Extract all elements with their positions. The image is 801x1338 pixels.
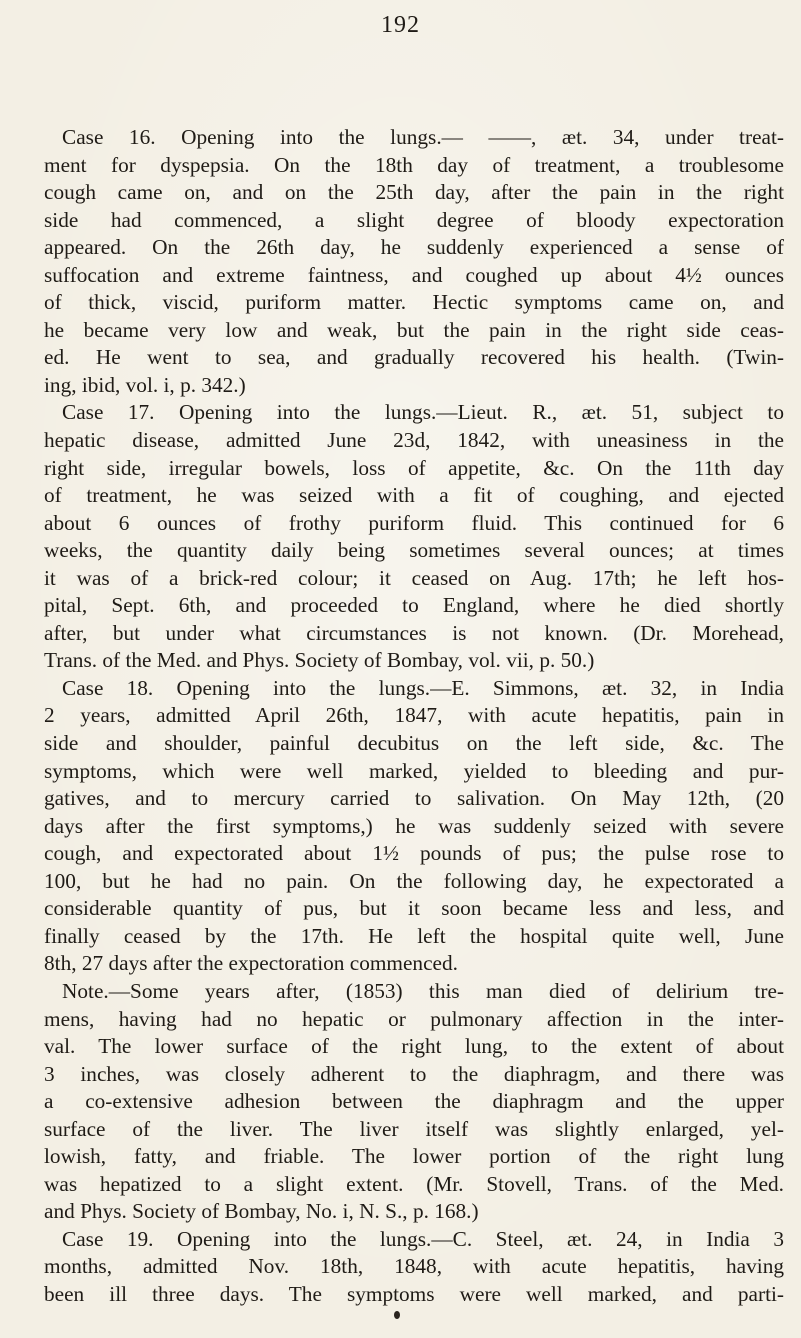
text-line: and Phys. Society of Bombay, No. i, N. S., p. 168.) [44,1199,479,1224]
text-line: Trans. of the Med. and Phys. Society of Bombay, vol. vii, p. 50.) [44,648,595,673]
body-text [44,124,784,1309]
text-line: of thick, viscid, puriform matter. Hectic symptoms came on, and [44,290,784,315]
text-line: months, admitted Nov. 18th, 1848, with acute hepatitis, having [44,1254,784,1279]
text-line: Case 19. Opening into the lungs.—C. Steel, æt. 24, in India 3 [62,1226,784,1251]
text-line: a co-extensive adhesion between the diaphragm and the upper [44,1089,784,1114]
text-line: Note.—Some years after, (1853) this man died of delirium tre- [62,978,784,1003]
text-line: ed. He went to sea, and gradually recovered his health. (Twin- [44,345,784,370]
text-line: hepatic disease, admitted June 23d, 1842, with uneasiness in the [44,428,784,453]
text-line: symptoms, which were well marked, yielded to bleeding and pur- [44,758,784,783]
text-line: suffocation and extreme faintness, and coughed up about 4½ ounces [44,262,784,287]
text-line: ment for dyspepsia. On the 18th day of treatment, a troublesome [44,152,784,177]
text-line: he became very low and weak, but the pain in the right side ceas- [44,317,784,342]
text-line: Case 17. Opening into the lungs.—Lieut. R., æt. 51, subject to [62,400,784,425]
text-line: it was of a brick-red colour; it ceased on Aug. 17th; he left hos- [44,565,784,590]
text-line: right side, irregular bowels, loss of appetite, &c. On the 11th day [44,455,784,480]
text-line: lowish, fatty, and friable. The lower portion of the right lung [44,1144,784,1169]
text-line: weeks, the quantity daily being sometimes several ounces; at times [44,538,784,563]
text-line: 100, but he had no pain. On the following day, he expectorated a [44,868,784,893]
text-line: 3 inches, was closely adherent to the diaphragm, and there was [44,1061,784,1086]
text-line: 2 years, admitted April 26th, 1847, with acute hepatitis, pain in [44,703,784,728]
text-line: of treatment, he was seized with a fit of coughing, and ejected [44,483,784,508]
text-line: appeared. On the 26th day, he suddenly experienced a sense of [44,235,784,260]
text-line: finally ceased by the 17th. He left the hospital quite well, June [44,923,784,948]
page-number: 192 [381,12,420,38]
text-line: gatives, and to mercury carried to salivation. On May 12th, (20 [44,786,784,811]
text-line: pital, Sept. 6th, and proceeded to England, where he died shortly [44,593,784,618]
ink-speck [394,1311,400,1319]
text-line: val. The lower surface of the right lung, to the extent of about [44,1034,784,1059]
text-line: side and shoulder, painful decubitus on the left side, &c. The [44,731,784,756]
text-line: after, but under what circumstances is not known. (Dr. Morehead, [44,620,784,645]
text-line: surface of the liver. The liver itself was slightly enlarged, yel- [44,1116,784,1141]
text-line: Case 16. Opening into the lungs.— ——, æt. 34, under treat- [62,125,784,149]
text-line: Case 18. Opening into the lungs.—E. Simmons, æt. 32, in India [62,675,784,700]
text-line: cough came on, and on the 25th day, after the pain in the right [44,180,784,205]
text-line: 8th, 27 days after the expectoration commenced. [44,951,458,976]
text-line: cough, and expectorated about 1½ pounds of pus; the pulse rose to [44,841,784,866]
text-line: side had commenced, a slight degree of bloody expectoration [44,207,784,232]
text-line: mens, having had no hepatic or pulmonary affection in the inter- [44,1006,784,1031]
text-line: days after the first symptoms,) he was suddenly seized with severe [44,813,784,838]
text-line: about 6 ounces of frothy puriform fluid. This continued for 6 [44,510,784,535]
text-line: been ill three days. The symptoms were well marked, and parti- [44,1281,784,1306]
text-line: ing, ibid, vol. i, p. 342.) [44,372,246,397]
text-line: considerable quantity of pus, but it soon became less and less, and [44,896,784,921]
text-line: was hepatized to a slight extent. (Mr. Stovell, Trans. of the Med. [44,1171,784,1196]
